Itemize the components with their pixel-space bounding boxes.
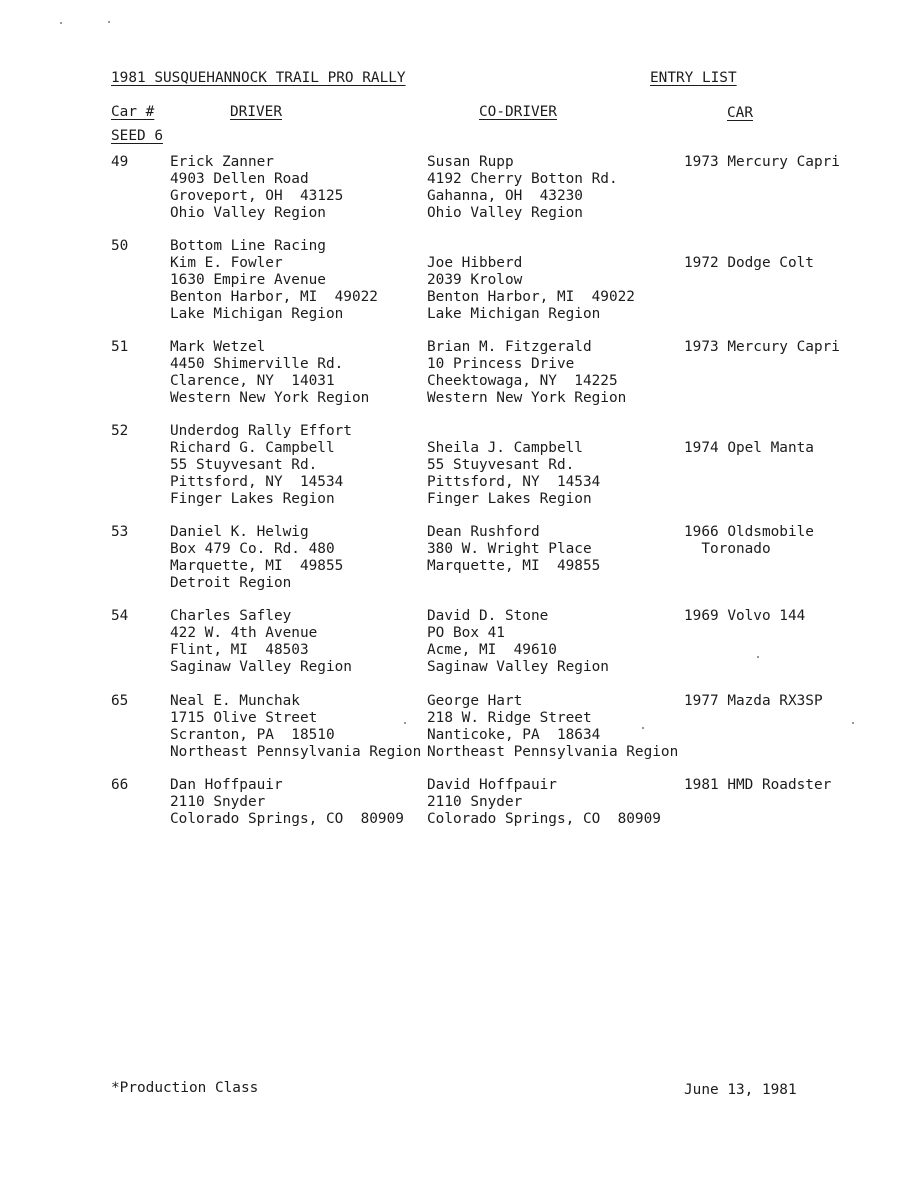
scan-speck [757,656,759,658]
entry-car-line [684,423,814,440]
entry-co-driver-line: Susan Rupp [427,154,514,170]
entry-car-line: 1981 HMD Roadster [684,777,832,793]
entry-driver-block [170,608,352,676]
entry-driver-line: Kim E. Fowler [170,255,283,271]
entry-co-driver-line: George Hart [427,693,523,709]
entry-co-driver-line: Cheektowaga, NY 14225 [427,373,618,389]
entry-car-block [684,154,840,171]
entry-car-line: 1973 Mercury Capri [684,339,840,355]
entry-driver-line: Clarence, NY 14031 [170,373,335,389]
entry-driver-line: Dan Hoffpauir [170,777,283,793]
entry-co-driver-line: Saginaw Valley Region [427,659,609,675]
entry-co-driver-block [427,608,609,676]
entry-co-driver-line: 2110 Snyder [427,794,523,810]
entry-co-driver-line: Finger Lakes Region [427,491,592,507]
entry-list-title: ENTRY LIST [650,70,737,86]
entry-driver-line: Benton Harbor, MI 49022 [170,289,378,305]
entry-car-number: 66 [111,777,129,793]
entry-co-driver-line: Northeast Pennsylvania Region [427,744,679,760]
entry-car-line: 1977 Mazda RX3SP [684,693,823,709]
entry-co-driver-line: Gahanna, OH 43230 [427,188,583,204]
entry-car-line: 1966 Oldsmobile [684,524,814,540]
car-number-header: Car # [111,104,155,120]
entry-driver-line: Western New York Region [170,390,370,406]
co-driver-header: CO-DRIVER [479,104,557,120]
entry-car-block [684,777,831,794]
entry-co-driver-line: Pittsford, NY 14534 [427,474,601,490]
entry-driver-line: 2110 Snyder [170,794,266,810]
entry-car-line: 1974 Opel Manta [684,440,814,456]
entry-co-driver-line: Nanticoke, PA 18634 [427,727,601,743]
entry-co-driver-line: Benton Harbor, MI 49022 [427,289,635,305]
entry-co-driver-block [427,154,618,222]
entry-co-driver-line: David D. Stone [427,608,549,624]
entry-driver-block [170,238,378,323]
entry-driver-line: Lake Michigan Region [170,306,344,322]
entry-driver-block [170,777,404,828]
entry-car-block [684,524,814,558]
entry-car-number: 50 [111,238,129,254]
entry-driver-line: Pittsford, NY 14534 [170,474,344,490]
entry-driver-line: Daniel K. Helwig [170,524,309,540]
entry-driver-line: Bottom Line Racing [170,238,326,254]
entry-driver-line: Marquette, MI 49855 [170,558,344,574]
entry-driver-line: Colorado Springs, CO 80909 [170,811,404,827]
entry-driver-block [170,339,369,407]
entry-co-driver-block [427,777,661,828]
entry-co-driver-line: 55 Stuyvesant Rd. [427,457,575,473]
entry-co-driver-line: 2039 Krolow [427,272,523,288]
entry-co-driver-line: Acme, MI 49610 [427,642,557,658]
entry-driver-line: Detroit Region [170,575,292,591]
entry-co-driver-line: Western New York Region [427,390,627,406]
entry-car-number: 53 [111,524,129,540]
entry-driver-line: 1630 Empire Avenue [170,272,326,288]
entry-car-number: 65 [111,693,129,709]
entry-car-line: 1973 Mercury Capri [684,154,840,170]
entry-car-block [684,423,814,457]
entry-driver-line: Scranton, PA 18510 [170,727,335,743]
driver-header: DRIVER [230,104,282,120]
entry-driver-line: Underdog Rally Effort [170,423,352,439]
entry-driver-line: Mark Wetzel [170,339,266,355]
entry-driver-line: Neal E. Munchak [170,693,300,709]
entry-car-block [684,608,805,625]
entry-driver-line: Finger Lakes Region [170,491,335,507]
scan-speck [404,722,406,724]
entry-co-driver-line: Ohio Valley Region [427,205,583,221]
entry-driver-line: 1715 Olive Street [170,710,318,726]
entry-driver-block [170,693,421,761]
scan-speck [60,22,62,24]
entry-driver-line: Ohio Valley Region [170,205,326,221]
entry-co-driver-line: David Hoffpauir [427,777,557,793]
entry-co-driver-line [427,423,600,440]
entry-driver-line: Box 479 Co. Rd. 480 [170,541,335,557]
entry-co-driver-line: Dean Rushford [427,524,540,540]
entry-co-driver-line: Brian M. Fitzgerald [427,339,592,355]
entry-co-driver-line: Colorado Springs, CO 80909 [427,811,661,827]
entry-car-block [684,339,840,356]
entry-driver-line: Saginaw Valley Region [170,659,352,675]
entry-co-driver-line: Joe Hibberd [427,255,523,271]
scan-speck [852,722,854,724]
car-header: CAR [727,105,753,121]
entry-driver-line: Erick Zanner [170,154,274,170]
entry-driver-line: 55 Stuyvesant Rd. [170,457,318,473]
entry-driver-block [170,524,343,592]
entry-car-number: 49 [111,154,129,170]
entry-driver-line: 4903 Dellen Road [170,171,309,187]
entry-car-line [684,238,814,255]
entry-driver-line: Groveport, OH 43125 [170,188,344,204]
seed-label: SEED 6 [111,128,163,144]
entry-driver-line: Northeast Pennsylvania Region [170,744,422,760]
entry-driver-block [170,154,343,222]
entry-car-number: 52 [111,423,129,439]
entry-co-driver-line: 218 W. Ridge Street [427,710,592,726]
entry-driver-line: Charles Safley [170,608,292,624]
entry-co-driver-block [427,524,600,575]
entry-co-driver-line: 4192 Cherry Botton Rd. [427,171,618,187]
entry-car-number: 51 [111,339,129,355]
entry-co-driver-line: Marquette, MI 49855 [427,558,601,574]
entry-co-driver-line: 380 W. Wright Place [427,541,592,557]
entry-co-driver-line: 10 Princess Drive [427,356,575,372]
entry-car-line: 1972 Dodge Colt [684,255,814,271]
entry-co-driver-block [427,693,678,761]
rally-title: 1981 SUSQUEHANNOCK TRAIL PRO RALLY [111,70,406,86]
entry-co-driver-line: PO Box 41 [427,625,505,641]
entry-co-driver-line [427,238,635,255]
entry-car-number: 54 [111,608,129,624]
entry-co-driver-line: Lake Michigan Region [427,306,601,322]
scan-speck [642,727,644,729]
entry-driver-line: Richard G. Campbell [170,440,335,456]
entry-driver-block [170,423,352,508]
production-class-note: *Production Class [111,1080,259,1096]
entry-co-driver-block [427,339,626,407]
entry-driver-line: 422 W. 4th Avenue [170,625,318,641]
entry-driver-line: 4450 Shimerville Rd. [170,356,344,372]
entry-car-block [684,238,814,272]
entry-co-driver-line: Sheila J. Campbell [427,440,583,456]
entry-car-line: Toronado [684,541,771,557]
entry-co-driver-block [427,238,635,323]
scan-speck [108,21,110,23]
entry-car-line: 1969 Volvo 144 [684,608,806,624]
entry-driver-line: Flint, MI 48503 [170,642,309,658]
entry-car-block [684,693,823,710]
document-date: June 13, 1981 [684,1082,797,1098]
entry-co-driver-block [427,423,600,508]
